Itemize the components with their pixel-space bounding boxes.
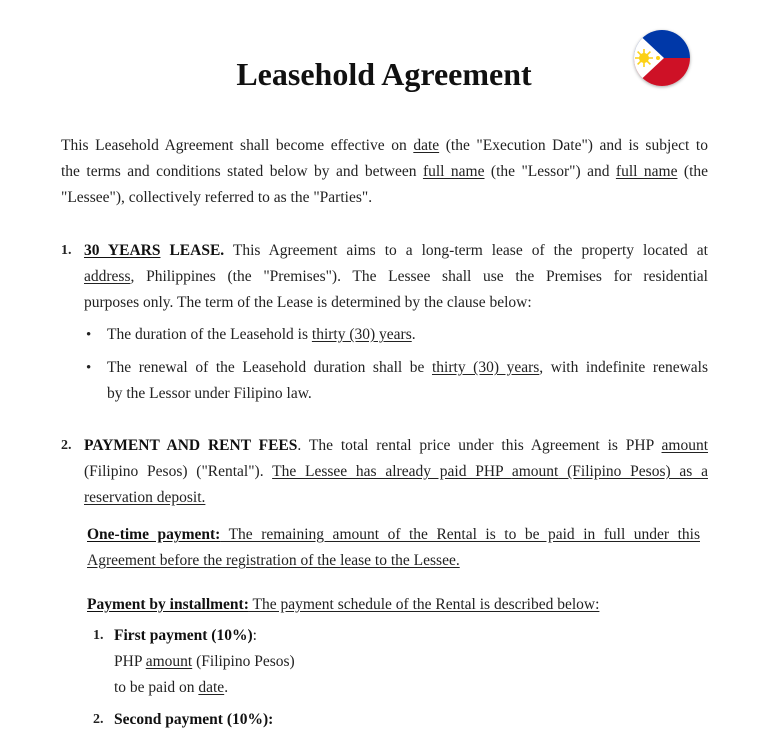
renewal-duration-field[interactable]: thirty (30) years xyxy=(432,359,540,376)
first-payment-date-field[interactable]: date xyxy=(198,679,225,696)
section-2-number: 2. xyxy=(61,438,72,453)
one-time-payment-line-1: One-time payment: The remaining amount of the Rental is to be paid in full under this xyxy=(87,526,700,543)
execution-date-field[interactable]: date xyxy=(413,137,440,154)
one-time-payment-line-2: Agreement before the registration of the lease to the Lessee. xyxy=(87,552,460,569)
second-payment-number: 2. xyxy=(93,712,104,727)
section-2-line-3: reservation deposit. xyxy=(84,489,206,506)
first-payment-label: First payment (10%): xyxy=(114,627,257,644)
section-1-bullet-2-cont: by the Lessor under Filipino law. xyxy=(107,385,312,402)
section-2-line-1: PAYMENT AND RENT FEES. The total rental price under this Agreement is PHP amount xyxy=(84,437,709,454)
lessor-name-field[interactable]: full name xyxy=(422,163,485,180)
first-payment-number: 1. xyxy=(93,628,104,643)
second-payment-label: Second payment (10%): xyxy=(114,711,274,728)
address-field[interactable]: address xyxy=(84,268,131,285)
section-1-line-2: address, Philippines (the "Premises"). The Lessee shall use the Premises for residential xyxy=(84,268,708,285)
section-1-line-1: 30 YEARS LEASE. This Agreement aims to a long-term lease of the property located at xyxy=(84,242,708,259)
section-1-number: 1. xyxy=(61,243,72,258)
intro-line-3: "Lessee"), collectively referred to as the "Parties". xyxy=(61,189,373,206)
installment-heading: Payment by installment: The payment schedule of the Rental is described below: xyxy=(87,596,600,613)
intro-line-1: This Leasehold Agreement shall become effective on date (the "Execution Date") and is subject to xyxy=(61,137,708,154)
rental-amount-field[interactable]: amount xyxy=(661,437,709,454)
section-1-bullet-1: The duration of the Leasehold is thirty (30) years. xyxy=(107,326,416,343)
first-payment-amount-line: PHP amount (Filipino Pesos) xyxy=(114,653,295,670)
intro-line-2: the terms and conditions stated below by and between full name (the "Lessor") and full name (the xyxy=(61,163,708,180)
section-2-line-2: (Filipino Pesos) ("Rental"). The Lessee has already paid PHP amount (Filipino Pesos) as a xyxy=(84,463,708,480)
deposit-amount-field[interactable]: amount xyxy=(511,463,559,480)
lessee-name-field[interactable]: full name xyxy=(615,163,678,180)
first-payment-date-line: to be paid on date. xyxy=(114,679,229,696)
page-title: Leasehold Agreement xyxy=(236,56,532,92)
lease-duration-field[interactable]: thirty (30) years xyxy=(311,326,412,343)
bullet-icon: • xyxy=(86,327,92,343)
bullet-icon: • xyxy=(86,360,92,376)
first-payment-amount-field[interactable]: amount xyxy=(145,653,193,670)
section-1-bullet-2: The renewal of the Leasehold duration shall be thirty (30) years, with indefinite renewals xyxy=(107,359,708,376)
section-1-line-3: purposes only. The term of the Lease is determined by the clause below: xyxy=(84,294,532,311)
